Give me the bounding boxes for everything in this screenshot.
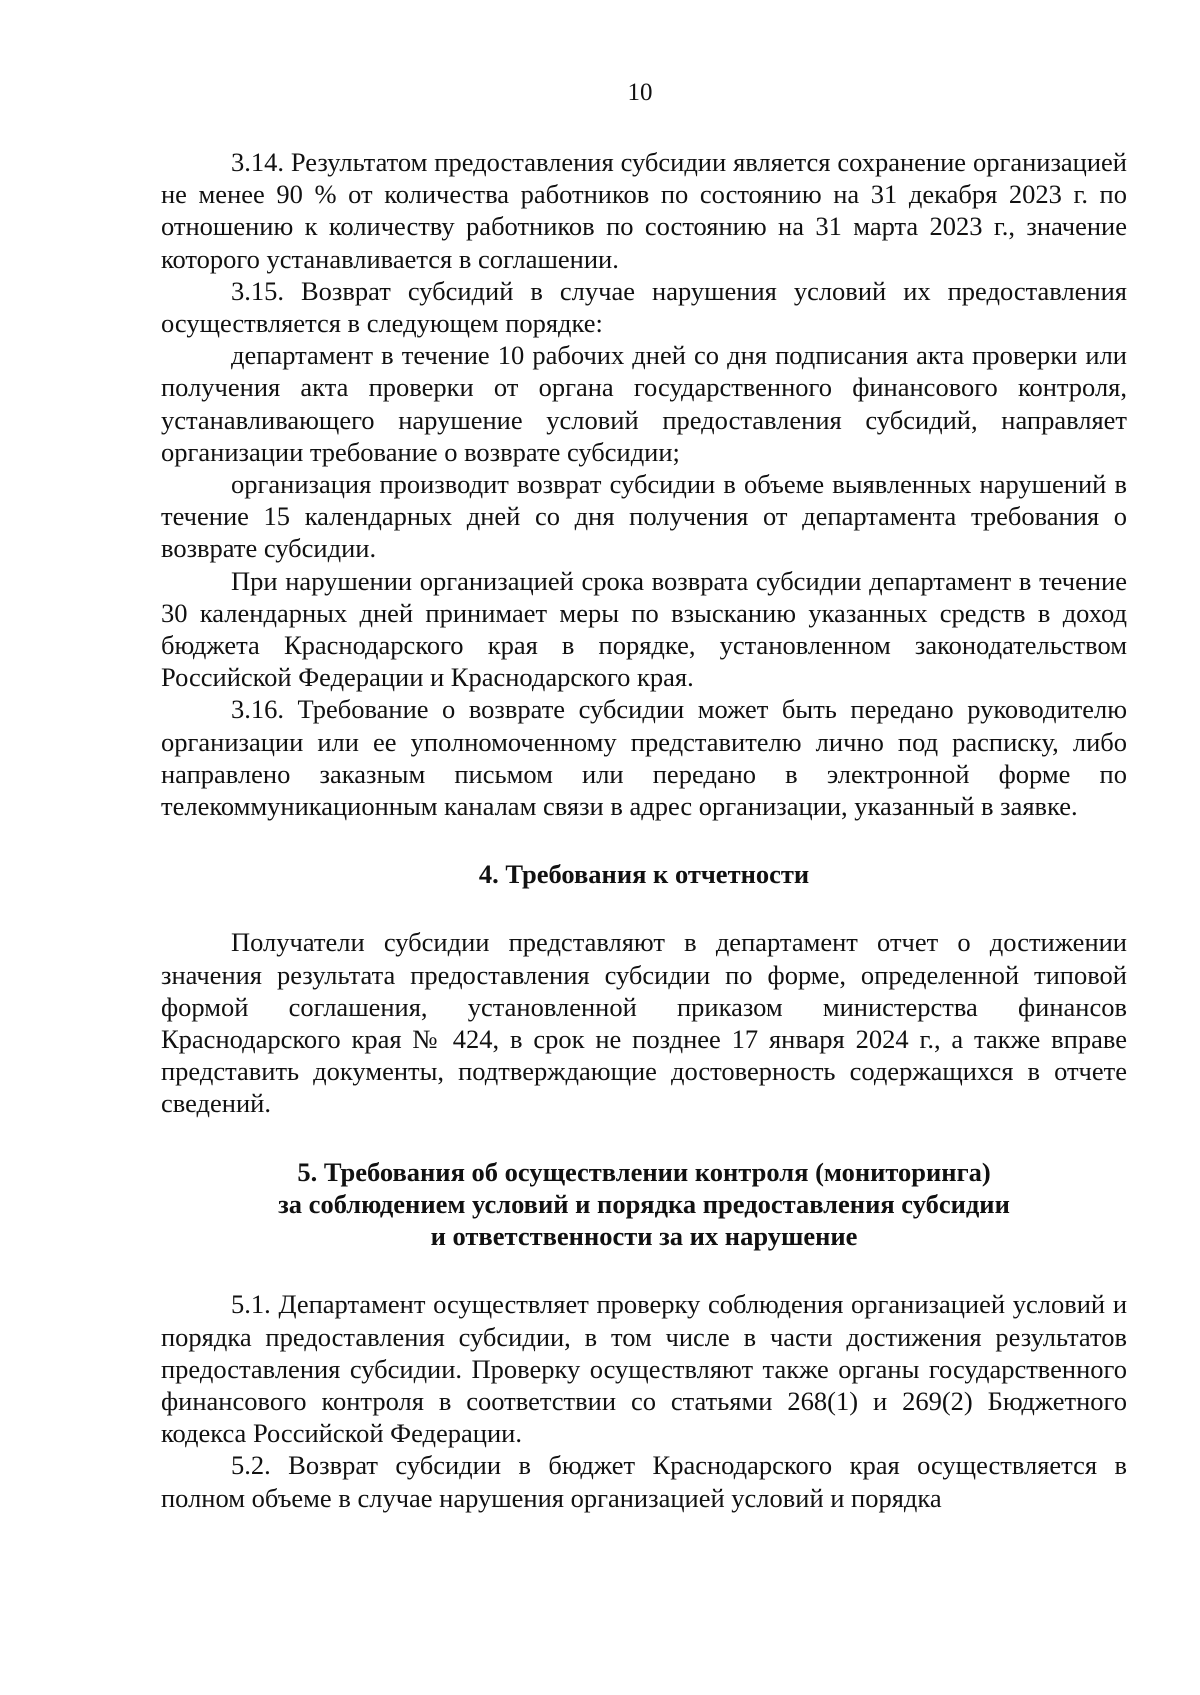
paragraph-3-15-department: департамент в течение 10 рабочих дней со дня подписания акта проверки или получения акта проверки от органа государственного финансового контроля, устанавливающего нарушение условий предоставления субсидий, направляет организации требование о возврате субсидии; <box>161 340 1127 467</box>
paragraph-5-2: 5.2. Возврат субсидии в бюджет Краснодарского края осуществляется в полном объеме в случае нарушения организацией условий и порядка <box>161 1450 1127 1513</box>
section-5-heading-line-2: за соблюдением условий и порядка предоставления субсидии <box>278 1188 1010 1219</box>
document-body <box>161 146 1127 1514</box>
section-4-heading: 4. Требования к отчетности <box>478 859 810 890</box>
paragraph-4: Получатели субсидии представляют в департамент отчет о достижении значения результата предоставления субсидии по форме, определенной типовой формой соглашения, установленной приказом министерства финансов Краснодарского края № 424, в срок не позднее 17 января 2024 г., а также вправе представить документы, подтверждающие достоверность содержащихся в отчете сведений. <box>161 927 1127 1119</box>
paragraph-3-16: 3.16. Требование о возврате субсидии может быть передано руководителю организации или ее уполномоченному представителю лично под расписку, либо направлено заказным письмом или передано в электронной форме по телекоммуникационным каналам связи в адрес организации, указанный в заявке. <box>161 694 1127 822</box>
paragraph-3-14: 3.14. Результатом предоставления субсидии является сохранение организацией не менее 90 % от количества работников по состоянию на 31 декабря 2023 г. по отношению к количеству работников по состоянию на 31 марта 2023 г., значение которого устанавливается в соглашении. <box>161 147 1127 274</box>
paragraph-3-15-organization: организация производит возврат субсидии в объеме выявленных нарушений в течение 15 календарных дней со дня получения от департамента требования о возврате субсидии. <box>161 469 1127 564</box>
section-5-heading-line-1: 5. Требования об осуществлении контроля (мониторинга) <box>297 1156 991 1187</box>
section-5-heading-line-3: и ответственности за их нарушение <box>430 1221 858 1252</box>
section-5-heading <box>161 1156 1127 1253</box>
page-number: 10 <box>627 79 653 106</box>
paragraph-3-15: 3.15. Возврат субсидий в случае нарушения условий их предоставления осуществляется в следующем порядке: <box>161 275 1127 339</box>
paragraph-3-15-violation: При нарушении организацией срока возврата субсидии департамент в течение 30 календарных дней принимает меры по взысканию указанных средств в доход бюджета Краснодарского края в порядке, установленном законодательством Российской Федерации и Краснодарского края. <box>161 565 1127 693</box>
paragraph-5-1: 5.1. Департамент осуществляет проверку соблюдения организацией условий и порядка предоставления субсидии, в том числе в части достижения результатов предоставления субсидии. Проверку осуществляют также органы государственного финансового контроля в соответствии со статьями 268(1) и 269(2) Бюджетного кодекса Российской Федерации. <box>161 1289 1127 1449</box>
